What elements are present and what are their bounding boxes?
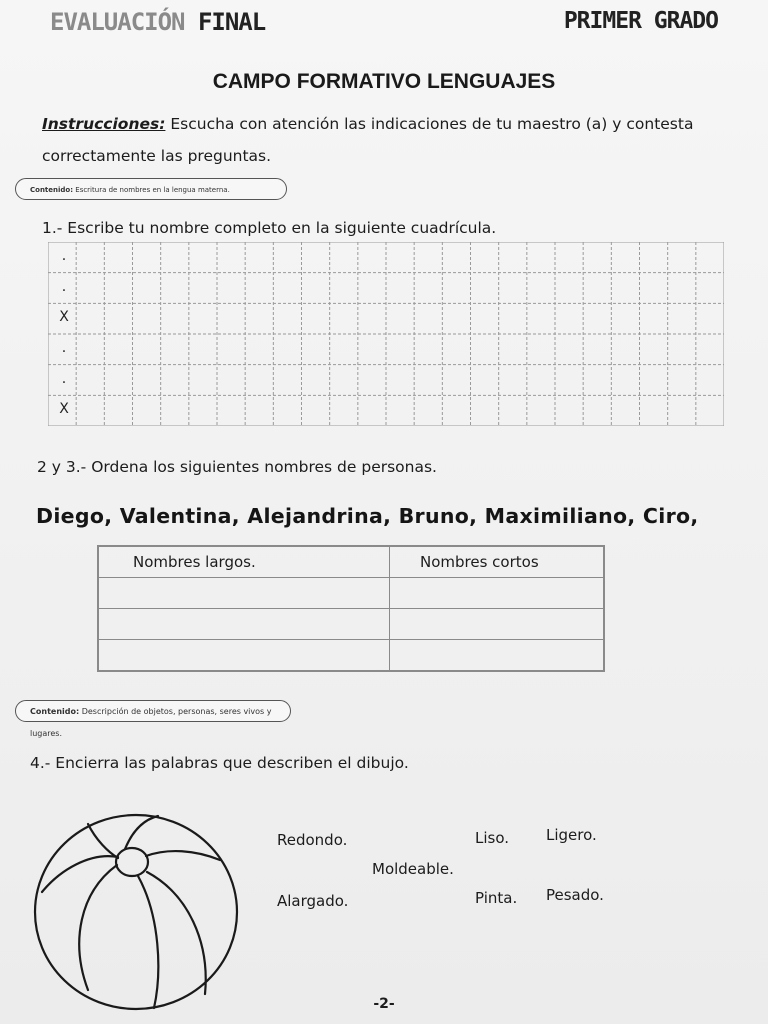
table-row bbox=[98, 640, 604, 672]
question-2-3: 2 y 3.- Ordena los siguientes nombres de personas. bbox=[37, 458, 437, 476]
names-list: Diego, Valentina, Alejandrina, Bruno, Maximiliano, Ciro, bbox=[36, 504, 699, 528]
long-name-cell[interactable] bbox=[98, 609, 390, 640]
short-name-cell[interactable] bbox=[390, 640, 605, 672]
page-number: -2- bbox=[373, 996, 395, 1012]
short-name-cell[interactable] bbox=[390, 609, 605, 640]
content-tag-1-label: Contenido: bbox=[30, 186, 74, 194]
instructions bbox=[42, 108, 732, 172]
header-evaluation-label: EVALUACIÓN bbox=[50, 8, 185, 36]
page-title: CAMPO FORMATIVO LENGUAJES bbox=[212, 70, 556, 93]
beach-ball-icon bbox=[30, 812, 242, 1012]
grid-lines bbox=[48, 242, 724, 426]
names-sort-table bbox=[97, 545, 605, 672]
word-ligero[interactable]: Ligero. bbox=[546, 826, 597, 844]
short-name-cell[interactable] bbox=[390, 578, 605, 609]
table-row bbox=[98, 609, 604, 640]
content-tag-2-label: Contenido: bbox=[30, 707, 80, 716]
question-4: 4.- Encierra las palabras que describen el dibujo. bbox=[30, 754, 409, 772]
grid-row-mark: X bbox=[59, 401, 69, 418]
header-grade-label: PRIMER GRADO bbox=[563, 8, 718, 34]
column-header-short-names: Nombres cortos bbox=[390, 546, 605, 578]
word-redondo[interactable]: Redondo. bbox=[277, 831, 348, 849]
content-tag-2 bbox=[15, 700, 291, 738]
content-tag-2-text: Descripción de objetos, personas, seres vivos y lugares. bbox=[30, 707, 272, 738]
long-name-cell[interactable] bbox=[98, 578, 390, 609]
long-name-cell[interactable] bbox=[98, 640, 390, 672]
grid-row-mark: . bbox=[61, 278, 67, 295]
grid-row-mark: X bbox=[59, 309, 69, 326]
word-pesado[interactable]: Pesado. bbox=[546, 886, 604, 904]
grid-row-mark: . bbox=[61, 340, 67, 356]
header-final-label: FINAL bbox=[197, 8, 266, 36]
table-row bbox=[98, 578, 604, 609]
content-tag-1-text: Escritura de nombres en la lengua materna. bbox=[75, 186, 230, 194]
name-writing-grid[interactable] bbox=[48, 242, 724, 430]
instructions-text: Escucha con atención las indicaciones de tu maestro (a) y contesta correctamente las preguntas. bbox=[42, 115, 694, 165]
word-alargado[interactable]: Alargado. bbox=[277, 892, 349, 910]
word-moldeable[interactable]: Moldeable. bbox=[372, 860, 454, 878]
grid-row-mark: . bbox=[61, 248, 67, 264]
content-tag-1 bbox=[15, 178, 287, 200]
word-liso[interactable]: Liso. bbox=[475, 829, 510, 847]
question-1: 1.- Escribe tu nombre completo en la siguiente cuadrícula. bbox=[42, 219, 497, 237]
header-evaluation-title bbox=[50, 8, 265, 36]
instructions-label: Instrucciones: bbox=[42, 115, 166, 133]
grid-row-mark: . bbox=[61, 370, 67, 387]
column-header-long-names: Nombres largos. bbox=[98, 546, 390, 578]
word-pinta[interactable]: Pinta. bbox=[475, 889, 518, 907]
